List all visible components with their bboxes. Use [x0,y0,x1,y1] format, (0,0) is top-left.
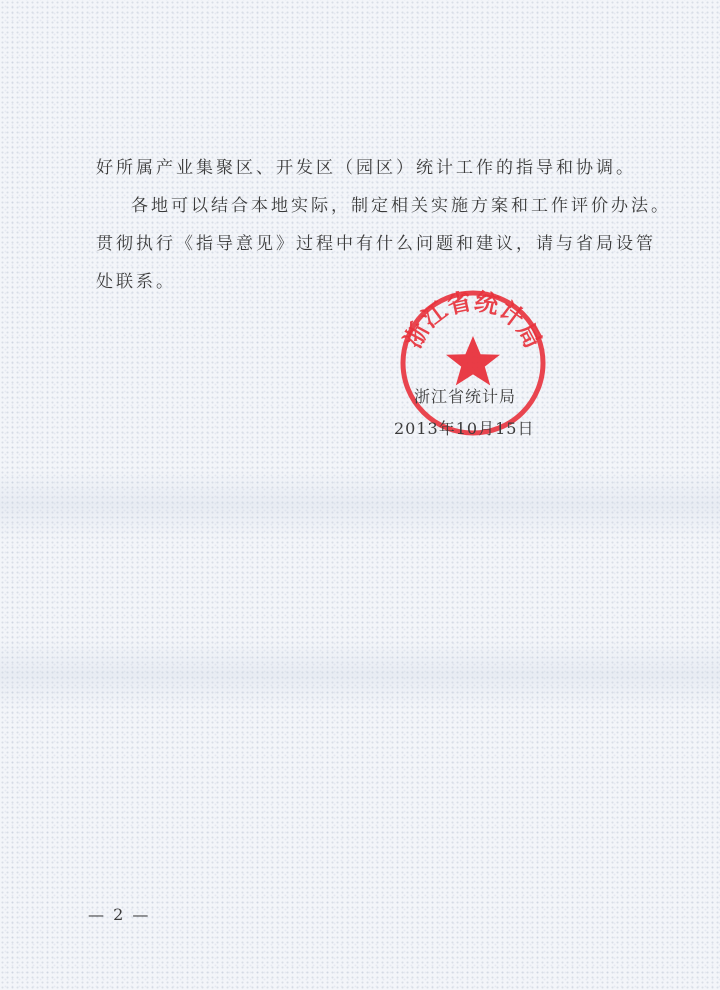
star-icon [446,336,500,385]
scan-band [0,640,720,710]
paragraph-line-2: 各地可以结合本地实际，制定相关实施方案和工作评价办法。 [131,196,671,216]
paragraph-line-4: 处联系。 [96,272,176,292]
issuer-name: 浙江省统计局 [414,387,517,406]
seal-arc-text: 浙江省统计局 [398,288,548,353]
scan-band [0,470,720,540]
paragraph-line-3: 贯彻执行《指导意见》过程中有什么问题和建议，请与省局设管 [96,234,656,254]
page-number: — 2 — [88,905,151,924]
issue-date: 2013年10月15日 [394,419,535,438]
paragraph-line-1: 好所属产业集聚区、开发区（园区）统计工作的指导和协调。 [96,158,636,178]
